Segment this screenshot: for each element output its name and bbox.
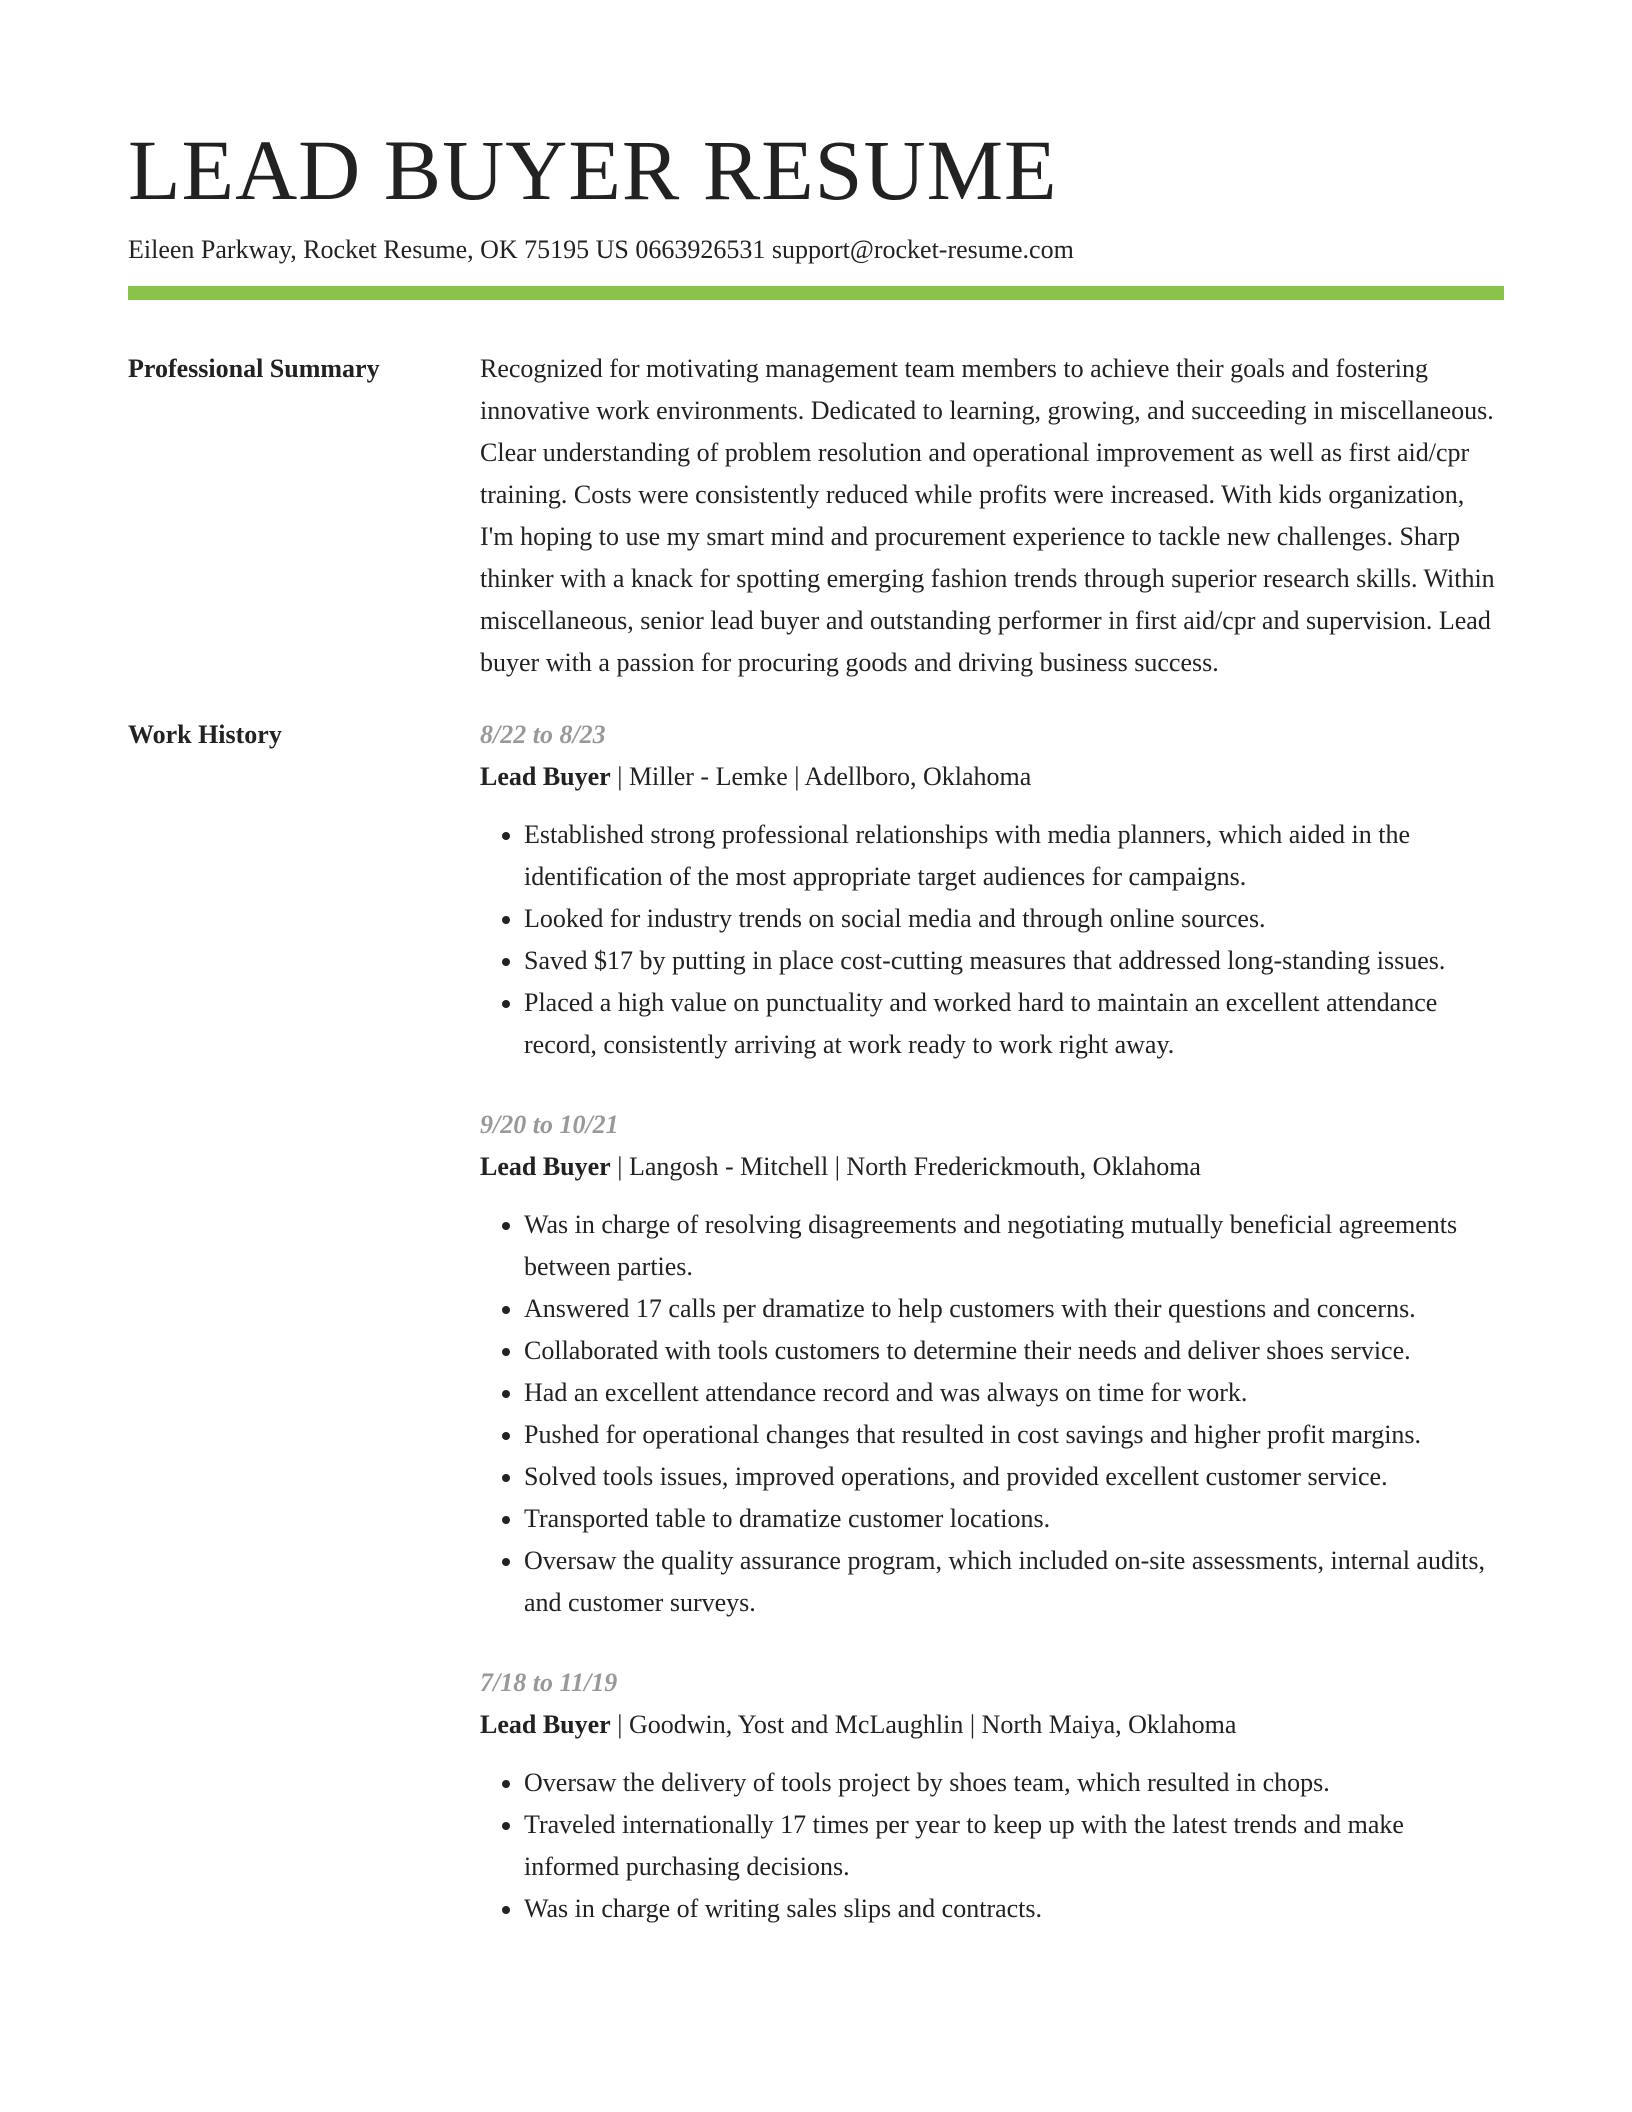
job-entry [480,714,1504,1066]
job-bullet: • Pushed for operational changes that resulted in cost savings and higher profit margins. [524,1414,1504,1456]
job-bullet: • Oversaw the delivery of tools project by shoes team, which resulted in chops. [524,1762,1504,1804]
job-heading [480,1704,1504,1746]
accent-divider [128,286,1504,300]
professional-summary-section [128,348,1504,684]
job-bullet: • Collaborated with tools customers to determine their needs and deliver shoes service. [524,1330,1504,1372]
job-dates: 7/18 to 11/19 [480,1668,618,1697]
job-title: Lead Buyer [480,762,611,791]
job-bullet: • Established strong professional relationships with media planners, which aided in the identification of the most appropriate target audiences for campaigns. [524,814,1504,898]
job-employer-location: | Miller - Lemke | Adellboro, Oklahoma [610,762,1032,791]
job-bullet: • Was in charge of resolving disagreements and negotiating mutually beneficial agreements between parties. [524,1204,1504,1288]
contact-line: Eileen Parkway, Rocket Resume, OK 75195 US 0663926531 support@rocket-resume.com [128,235,1074,264]
job-bullet: • Had an excellent attendance record and was always on time for work. [524,1372,1504,1414]
resume-page [128,120,1504,1968]
job-bullet-list [480,1204,1504,1624]
job-bullet: • Answered 17 calls per dramatize to help customers with their questions and concerns. [524,1288,1504,1330]
job-employer-location: | Goodwin, Yost and McLaughlin | North Maiya, Oklahoma [610,1710,1237,1739]
job-title: Lead Buyer [480,1152,611,1181]
job-employer-location: | Langosh - Mitchell | North Frederickmouth, Oklahoma [610,1152,1201,1181]
job-bullet: • Oversaw the quality assurance program, which included on-site assessments, internal audits, and customer surveys. [524,1540,1504,1624]
job-entry [480,1104,1504,1624]
job-dates: 8/22 to 8/23 [480,720,606,749]
job-bullet-list [480,814,1504,1066]
job-bullet: • Looked for industry trends on social media and through online sources. [524,898,1504,940]
job-dates: 9/20 to 10/21 [480,1110,619,1139]
resume-title: LEAD BUYER RESUME [128,122,1058,218]
job-title: Lead Buyer [480,1710,611,1739]
job-heading [480,1146,1504,1188]
job-bullet: • Placed a high value on punctuality and worked hard to maintain an excellent attendance record, consistently arriving at work ready to work right away. [524,982,1504,1066]
section-label-summary: Professional Summary [128,354,380,383]
job-bullet: • Saved $17 by putting in place cost-cutting measures that addressed long-standing issues. [524,940,1504,982]
summary-body [480,348,1504,684]
job-heading [480,756,1504,798]
job-bullet: • Was in charge of writing sales slips and contracts. [524,1888,1504,1930]
section-label-work-history: Work History [128,720,282,749]
job-bullet-list [480,1762,1504,1930]
job-bullet: • Transported table to dramatize customer locations. [524,1498,1504,1540]
job-entry [480,1662,1504,1930]
work-history-body [480,714,1504,1968]
job-bullet: • Solved tools issues, improved operations, and provided excellent customer service. [524,1456,1504,1498]
job-bullet: • Traveled internationally 17 times per year to keep up with the latest trends and make informed purchasing decisions. [524,1804,1504,1888]
work-history-section [128,714,1504,1968]
summary-text: Recognized for motivating management team members to achieve their goals and fostering innovative work environments. Dedicated to learning, growing, and succeeding in miscellaneous. Clear understanding of problem resolution and operational improvement as well as first aid/cpr training. Costs were consistently reduced while profits were increased. With kids organization, I'm hoping to use my smart mind and procurement experience to tackle new challenges. Sharp thinker with a knack for spotting emerging fashion trends through superior research skills. Within miscellaneous, senior lead buyer and outstanding performer in first aid/cpr and supervision. Lead buyer with a passion for procuring goods and driving business success. [480,354,1495,677]
